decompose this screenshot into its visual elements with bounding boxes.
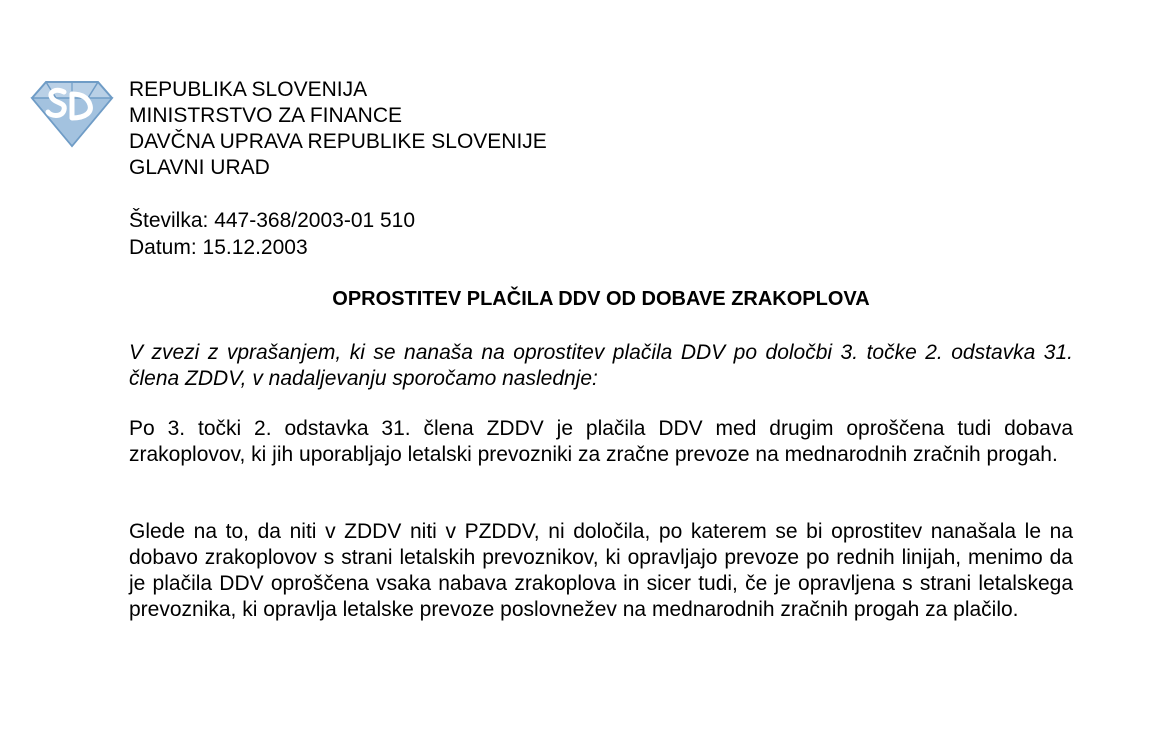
- body-paragraph-2: Glede na to, da niti v ZDDV niti v PZDDV, ni določila, po katerem se bi oprostitev nanašala le na dobavo zrakoplovov s strani letalskih prevoznikov, ki opravljajo prevoze po rednih linijah, menimo da je plačila DDV oproščena vsaka nabava zrakoplova in sicer tudi, če je opravljena s strani letalskega prevoznika, ki opravlja letalske prevoze poslovnežev na mednarodnih zračnih progah za plačilo.: [129, 520, 1073, 621]
- document-meta: [129, 207, 415, 261]
- document-date: Datum: 15.12.2003: [129, 236, 308, 259]
- header-ministry: MINISTRSTVO ZA FINANCE: [129, 104, 403, 127]
- header-tax-administration: DAVČNA UPRAVA REPUBLIKE SLOVENIJE: [129, 130, 547, 153]
- davcna-uprava-logo-icon: [28, 78, 116, 150]
- body-paragraph-1: Po 3. točki 2. odstavka 31. člena ZDDV je plačila DDV med drugim oproščena tudi dobava zrakoplovov, ki jih uporabljajo letalski prevozniki za zračne prevoze na mednarodnih zračnih progah.: [129, 417, 1073, 466]
- intro-paragraph: V zvezi z vprašanjem, ki se nanaša na oprostitev plačila DDV po določbi 3. točke 2. odstavka 31. člena ZDDV, v nadaljevanju sporočamo naslednje:: [129, 341, 1073, 390]
- document-number: Številka: 447-368/2003-01 510: [129, 209, 416, 232]
- institution-header: [129, 77, 547, 181]
- document-title: OPROSTITEV PLAČILA DDV OD DOBAVE ZRAKOPLOVA: [332, 288, 870, 310]
- header-country: REPUBLIKA SLOVENIJA: [129, 78, 368, 101]
- header-office: GLAVNI URAD: [129, 156, 270, 179]
